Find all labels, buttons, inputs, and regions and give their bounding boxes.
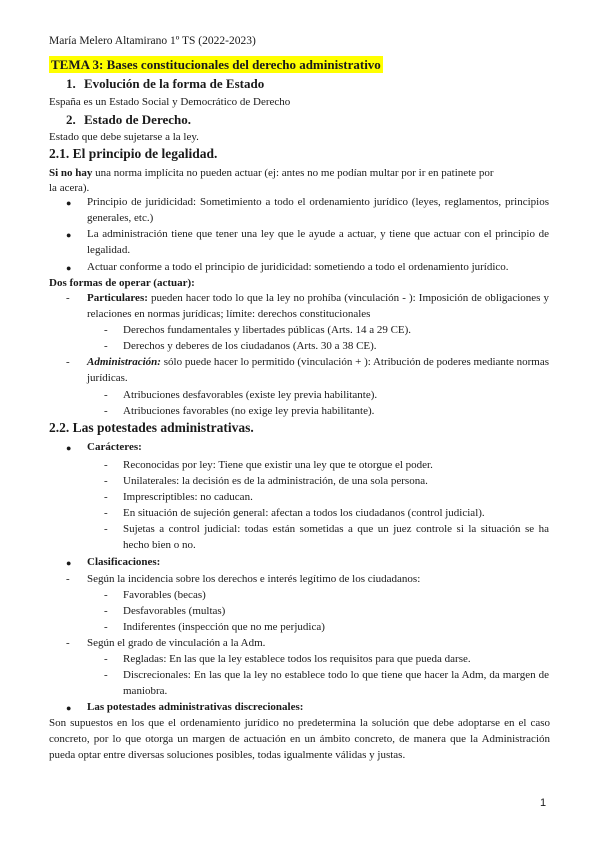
dash-marker: - — [104, 340, 108, 352]
caracter-item-1: Reconocidas por ley: Tiene que existir una ley que te otorgue el poder. — [123, 459, 433, 471]
administracion-item — [87, 355, 549, 386]
dash-marker: - — [66, 356, 70, 368]
discrecionales-label: Las potestades administrativas discrecionales: — [87, 701, 304, 713]
caracteres-label: Carácteres: — [87, 441, 142, 453]
dash-marker: - — [66, 573, 70, 585]
bullet-dot-icon: ● — [66, 558, 72, 568]
section-2-heading — [66, 112, 191, 128]
bullet-dot-icon: ● — [66, 443, 72, 453]
dash-marker: - — [104, 605, 108, 617]
section-1-title: Evolución de la forma de Estado — [84, 76, 265, 91]
incidencia-item-2: Desfavorables (multas) — [123, 605, 226, 617]
caracter-item-3: Imprescriptibles: no caducan. — [123, 491, 253, 503]
particulares-label: Particulares: — [87, 292, 148, 304]
administracion-sub-1: Atribuciones desfavorables (existe ley previa habilitante). — [123, 389, 378, 401]
legality-intro-bold: Si no hay — [49, 167, 93, 179]
administracion-text: sólo puede hacer lo permitido (vinculación + ): Atribución de poderes mediante normas jurídicas. — [87, 356, 549, 384]
dash-marker: - — [104, 653, 108, 665]
section-1-heading — [66, 76, 264, 92]
page-number: 1 — [540, 797, 547, 809]
dash-marker: - — [104, 523, 108, 535]
incidencia-item-1: Favorables (becas) — [123, 589, 206, 601]
bullet-dot-icon: ● — [66, 198, 72, 208]
dash-marker: - — [104, 405, 108, 417]
dash-marker: - — [104, 507, 108, 519]
legality-bullet-2: La administración tiene que tener una ley que le ayude a actuar, y tiene que actuar con el principio de legalidad. — [87, 228, 549, 256]
dash-marker: - — [66, 292, 70, 304]
vinculacion-item-1: Regladas: En las que la ley establece todos los requisitos para que pueda darse. — [123, 653, 471, 665]
bullet-dot-icon: ● — [66, 263, 72, 273]
incidencia-item-3: Indiferentes (inspección que no me perjudica) — [123, 621, 325, 633]
dash-marker: - — [104, 389, 108, 401]
bullet-dot-icon: ● — [66, 230, 72, 240]
section-1-text: España es un Estado Social y Democrático de Derecho — [49, 96, 291, 108]
clasificacion-incidencia: Según la incidencia sobre los derechos e interés legítimo de los ciudadanos: — [87, 573, 421, 585]
administracion-label: Administración: — [87, 356, 161, 368]
particulares-sub-2: Derechos y deberes de los ciudadanos (Arts. 30 a 38 CE). — [123, 340, 377, 352]
section-2-text: Estado que debe sujetarse a la ley. — [49, 131, 199, 143]
legality-intro-line-2: la acera). — [49, 182, 90, 194]
administracion-sub-2: Atribuciones favorables (no exige ley previa habilitante). — [123, 405, 375, 417]
section-1-number: 1. — [66, 76, 76, 91]
vinculacion-item-2: Discrecionales: En las que la ley no establece todo lo que tiene que hacer la Adm, da margen de maniobra. — [123, 669, 549, 697]
bullet-dot-icon: ● — [66, 703, 72, 713]
dash-marker: - — [104, 621, 108, 633]
legality-intro-text-1: una norma implícita no pueden actuar (ej: antes no me podían multar por ir en patinete por — [92, 167, 494, 179]
section-2-number: 2. — [66, 112, 76, 127]
legality-bullet-3: Actuar conforme a todo el principio de juridicidad: sometiendo a todo el ordenamiento jurídico. — [87, 261, 509, 273]
document-header: María Melero Altamirano 1º TS (2022-2023) — [49, 35, 256, 47]
clasificacion-vinculacion: Según el grado de vinculación a la Adm. — [87, 637, 266, 649]
dash-marker: - — [104, 589, 108, 601]
modes-heading: Dos formas de operar (actuar): — [49, 277, 195, 289]
legality-intro-line-1 — [49, 166, 493, 181]
caracter-item-2: Unilaterales: la decisión es de la administración, de una sola persona. — [123, 475, 428, 487]
particulares-item — [87, 291, 549, 322]
clasificaciones-label: Clasificaciones: — [87, 556, 161, 568]
section-2-2-heading: 2.2. Las potestades administrativas. — [49, 420, 254, 435]
discrecionales-text: Son supuestos en los que el ordenamiento jurídico no predetermina la solución que debe adoptarse en el caso concreto, por lo que otorga un margen de actuación en un ámbito concreto, de manera que la Administración pueda optar entre diversas soluciones posibles, todas igualmente válidas y justas. — [49, 717, 550, 761]
legality-bullet-1: Principio de juridicidad: Sometimiento a todo el ordenamiento jurídico (leyes, reglamentos, principios generales, etc.) — [87, 196, 549, 224]
dash-marker: - — [104, 475, 108, 487]
caracter-item-5: Sujetas a control judicial: todas están sometidas a que un juez controle si la situación se ha hecho bien o no. — [123, 523, 549, 551]
particulares-sub-1: Derechos fundamentales y libertades públicas (Arts. 14 a 29 CE). — [123, 324, 412, 336]
caracter-item-4: En situación de sujeción general: afectan a todos los ciudadanos (control judicial). — [123, 507, 485, 519]
dash-marker: - — [66, 637, 70, 649]
dash-marker: - — [104, 459, 108, 471]
topic-title: TEMA 3: Bases constitucionales del derecho administrativo — [51, 57, 381, 72]
dash-marker: - — [104, 491, 108, 503]
section-2-title: Estado de Derecho. — [84, 112, 192, 127]
dash-marker: - — [104, 669, 108, 681]
dash-marker: - — [104, 324, 108, 336]
section-2-1-heading: 2.1. El principio de legalidad. — [49, 146, 218, 161]
particulares-text: pueden hacer todo lo que la ley no prohíba (vinculación - ): Imposición de obligaciones y relaciones en normas jurídicas; límite: derechos constitucionales — [87, 292, 549, 320]
